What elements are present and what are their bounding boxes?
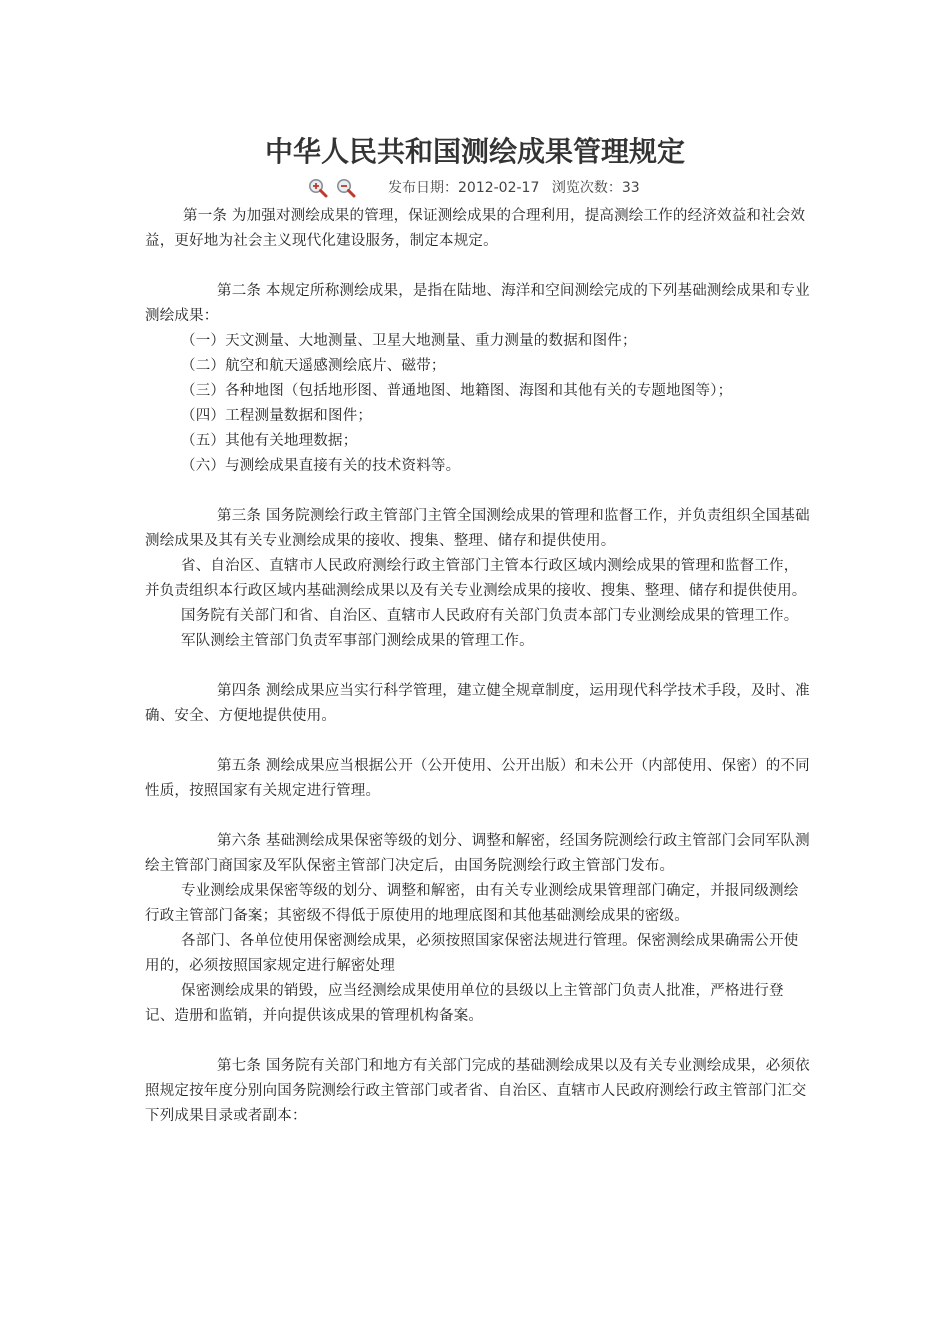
list-item: （六）与测绘成果直接有关的技术资料等。	[181, 458, 461, 474]
zoom-out-icon[interactable]	[336, 178, 356, 198]
list-item: （五）其他有关地理数据；	[181, 433, 358, 449]
list-item: （四）工程测量数据和图件；	[181, 408, 373, 424]
article-6: 第六条 基础测绘成果保密等级的划分、调整和解密，经国务院测绘行政主管部门会同军队测绘主管部门商国家及军队保密主管部门决定后，由国务院测绘行政主管部门发布。	[145, 833, 810, 874]
list-item: （三）各种地图（包括地形图、普通地图、地籍图、海图和其他有关的专题地图等）；	[181, 383, 733, 399]
publish-date: 发布日期：2012-02-17	[388, 180, 540, 196]
article-6-paragraph: 专业测绘成果保密等级的划分、调整和解密，由有关专业测绘成果管理部门确定，并报同级测绘行政主管部门备案；其密级不得低于原使用的地理底图和其他基础测绘成果的密级。	[145, 883, 799, 924]
article-4: 第四条 测绘成果应当实行科学管理，建立健全规章制度，运用现代科学技术手段，及时、准确、安全、方便地提供使用。	[145, 683, 810, 724]
article-3-paragraph: 军队测绘主管部门负责军事部门测绘成果的管理工作。	[181, 633, 534, 649]
article-2: 第二条 本规定所称测绘成果，是指在陆地、海洋和空间测绘完成的下列基础测绘成果和专业测绘成果：	[145, 283, 810, 324]
list-item: （二）航空和航天遥感测绘底片、磁带；	[181, 358, 446, 374]
article-body	[145, 204, 810, 1129]
article-3: 第三条 国务院测绘行政主管部门主管全国测绘成果的管理和监督工作，并负责组织全国基础测绘成果及其有关专业测绘成果的接收、搜集、整理、储存和提供使用。	[145, 508, 810, 549]
article-6-paragraph: 保密测绘成果的销毁，应当经测绘成果使用单位的县级以上主管部门负责人批准，严格进行登记、造册和监销，并向提供该成果的管理机构备案。	[145, 983, 784, 1024]
article-meta	[0, 178, 950, 198]
article-7: 第七条 国务院有关部门和地方有关部门完成的基础测绘成果以及有关专业测绘成果，必须依照规定按年度分别向国务院测绘行政主管部门或者省、自治区、直辖市人民政府测绘行政主管部门汇交下列成果目录或者副本：	[145, 1058, 810, 1124]
article-3-paragraph: 国务院有关部门和省、自治区、直辖市人民政府有关部门负责本部门专业测绘成果的管理工作。	[181, 608, 799, 624]
article-5: 第五条 测绘成果应当根据公开（公开使用、公开出版）和未公开（内部使用、保密）的不同性质，按照国家有关规定进行管理。	[145, 758, 810, 799]
view-count: 浏览次数：33	[551, 180, 640, 196]
list-item: （一）天文测量、大地测量、卫星大地测量、重力测量的数据和图件；	[181, 333, 637, 349]
article-1: 第一条 为加强对测绘成果的管理，保证测绘成果的合理利用，提高测绘工作的经济效益和社会效益，更好地为社会主义现代化建设服务，制定本规定。	[145, 208, 806, 249]
article-6-paragraph: 各部门、各单位使用保密测绘成果，必须按照国家保密法规进行管理。保密测绘成果确需公开使用的，必须按照国家规定进行解密处理	[145, 933, 799, 974]
article-3-paragraph: 省、自治区、直辖市人民政府测绘行政主管部门主管本行政区域内测绘成果的管理和监督工作，并负责组织本行政区域内基础测绘成果以及有关专业测绘成果的接收、搜集、整理、储存和提供使用。	[145, 558, 807, 599]
zoom-in-icon[interactable]	[308, 178, 328, 198]
meta-text	[388, 178, 648, 198]
page-title: 中华人民共和国测绘成果管理规定	[264, 135, 685, 168]
